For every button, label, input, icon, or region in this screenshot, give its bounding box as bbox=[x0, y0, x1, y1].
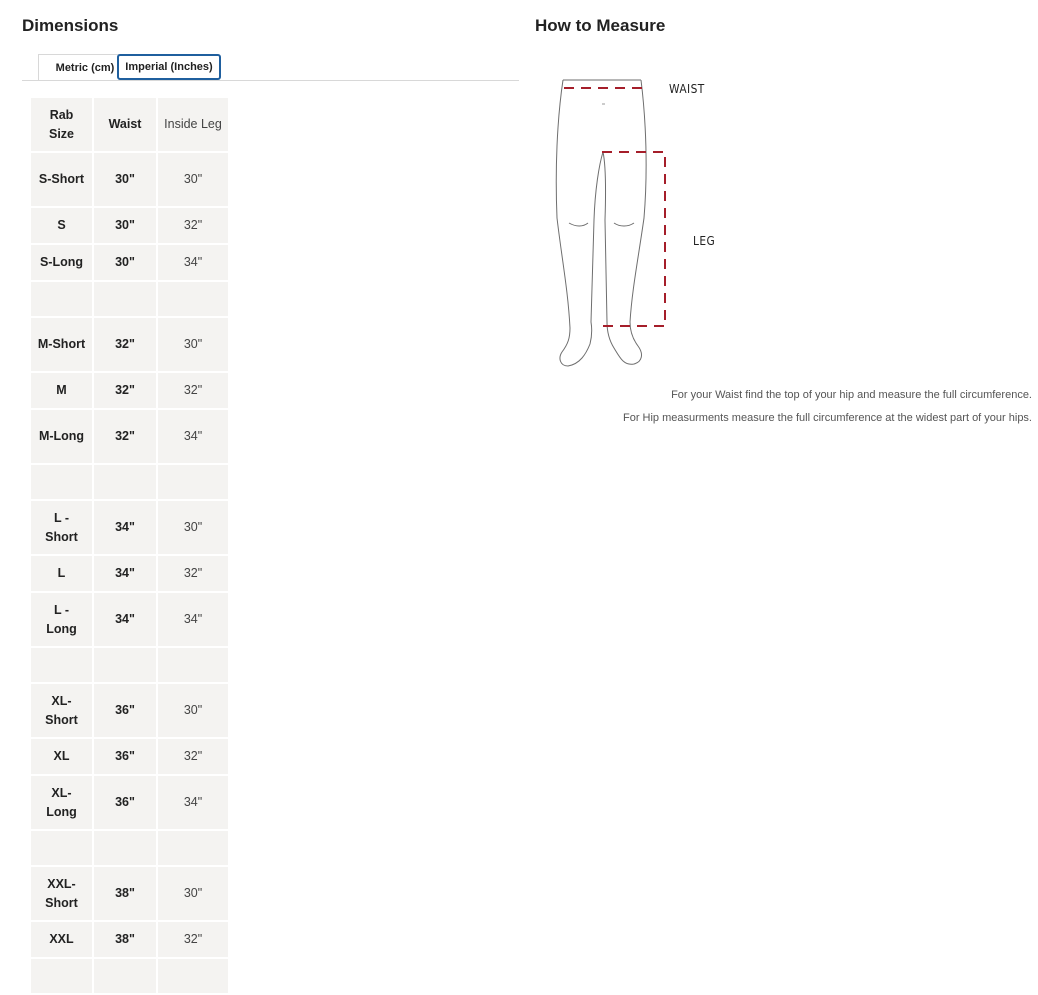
table-row bbox=[31, 373, 228, 410]
table-cell-empty bbox=[94, 959, 156, 995]
table-cell-empty bbox=[94, 282, 156, 318]
cell-size: XXL-Short bbox=[31, 867, 92, 922]
table-cell-empty bbox=[158, 959, 228, 995]
table-row bbox=[31, 739, 228, 776]
cell-size: L - Long bbox=[31, 593, 92, 648]
cell-inside-leg: 32" bbox=[158, 556, 228, 593]
leg-measure-line bbox=[602, 152, 665, 326]
cell-waist: 38" bbox=[94, 867, 156, 922]
table-spacer-row bbox=[31, 831, 228, 867]
table-row bbox=[31, 208, 228, 245]
table-row bbox=[31, 776, 228, 831]
cell-inside-leg: 30" bbox=[158, 501, 228, 556]
dimensions-title: Dimensions bbox=[22, 16, 119, 35]
table-cell-empty bbox=[94, 648, 156, 684]
table-cell-empty bbox=[94, 465, 156, 501]
trousers-outline-icon bbox=[556, 80, 646, 366]
table-row-partial bbox=[31, 959, 228, 995]
tab-metric[interactable]: Metric (cm) bbox=[38, 54, 132, 80]
table-cell-empty bbox=[158, 465, 228, 501]
table-cell-empty bbox=[158, 831, 228, 867]
measure-dashes bbox=[564, 88, 665, 326]
size-table bbox=[29, 98, 230, 995]
cell-waist: 34" bbox=[94, 501, 156, 556]
header-waist: Waist bbox=[94, 98, 156, 153]
cell-inside-leg: 30" bbox=[158, 684, 228, 739]
cell-size: XXL bbox=[31, 922, 92, 959]
cell-waist: 36" bbox=[94, 739, 156, 776]
cell-waist: 34" bbox=[94, 593, 156, 648]
cell-inside-leg: 32" bbox=[158, 373, 228, 410]
cell-inside-leg: 30" bbox=[158, 867, 228, 922]
table-row bbox=[31, 501, 228, 556]
table-row bbox=[31, 684, 228, 739]
waist-label: WAIST bbox=[669, 81, 705, 96]
table-row bbox=[31, 410, 228, 465]
cell-waist: 36" bbox=[94, 776, 156, 831]
table-cell-empty bbox=[31, 648, 92, 684]
cell-waist: 34" bbox=[94, 556, 156, 593]
cell-waist: 32" bbox=[94, 373, 156, 410]
cell-size: XL-Long bbox=[31, 776, 92, 831]
cell-waist: 32" bbox=[94, 318, 156, 373]
table-cell-empty bbox=[31, 465, 92, 501]
cell-inside-leg: 32" bbox=[158, 739, 228, 776]
cell-waist: 30" bbox=[94, 208, 156, 245]
table-spacer-row bbox=[31, 648, 228, 684]
table-row bbox=[31, 153, 228, 208]
cell-inside-leg: 32" bbox=[158, 208, 228, 245]
header-rab-size: Rab Size bbox=[31, 98, 92, 153]
cell-inside-leg: 30" bbox=[158, 318, 228, 373]
tab-imperial[interactable]: Imperial (Inches) bbox=[117, 54, 221, 80]
cell-size: S-Short bbox=[31, 153, 92, 208]
table-row bbox=[31, 245, 228, 282]
cell-size: S-Long bbox=[31, 245, 92, 282]
cell-size: M bbox=[31, 373, 92, 410]
leg-label: LEG bbox=[693, 233, 716, 248]
cell-size: M-Long bbox=[31, 410, 92, 465]
cell-inside-leg: 34" bbox=[158, 776, 228, 831]
table-row bbox=[31, 556, 228, 593]
hip-note: For Hip measurments measure the full circumference at the widest part of your hips. bbox=[622, 412, 1032, 424]
cell-waist: 36" bbox=[94, 684, 156, 739]
table-spacer-row bbox=[31, 282, 228, 318]
cell-inside-leg: 32" bbox=[158, 922, 228, 959]
cell-size: M-Short bbox=[31, 318, 92, 373]
cell-waist: 30" bbox=[94, 245, 156, 282]
table-cell-empty bbox=[31, 282, 92, 318]
cell-size: L bbox=[31, 556, 92, 593]
table-row bbox=[31, 922, 228, 959]
table-header-row bbox=[31, 98, 228, 153]
cell-inside-leg: 34" bbox=[158, 410, 228, 465]
how-to-measure-title: How to Measure bbox=[535, 16, 666, 35]
cell-size: XL bbox=[31, 739, 92, 776]
trouser-measure-diagram bbox=[548, 70, 673, 370]
table-row bbox=[31, 867, 228, 922]
table-row bbox=[31, 593, 228, 648]
cell-size: L - Short bbox=[31, 501, 92, 556]
table-cell-empty bbox=[158, 282, 228, 318]
table-cell-empty bbox=[31, 959, 92, 995]
cell-waist: 32" bbox=[94, 410, 156, 465]
table-spacer-row bbox=[31, 465, 228, 501]
cell-inside-leg: 34" bbox=[158, 593, 228, 648]
unit-tabs bbox=[22, 54, 519, 81]
cell-inside-leg: 30" bbox=[158, 153, 228, 208]
table-row bbox=[31, 318, 228, 373]
cell-size: XL-Short bbox=[31, 684, 92, 739]
size-table-body bbox=[31, 153, 228, 995]
cell-waist: 38" bbox=[94, 922, 156, 959]
header-inside-leg: Inside Leg bbox=[158, 98, 228, 153]
cell-inside-leg: 34" bbox=[158, 245, 228, 282]
table-cell-empty bbox=[94, 831, 156, 867]
cell-size: S bbox=[31, 208, 92, 245]
table-cell-empty bbox=[31, 831, 92, 867]
waist-note: For your Waist find the top of your hip and measure the full circumference. bbox=[671, 389, 1032, 401]
table-cell-empty bbox=[158, 648, 228, 684]
cell-waist: 30" bbox=[94, 153, 156, 208]
